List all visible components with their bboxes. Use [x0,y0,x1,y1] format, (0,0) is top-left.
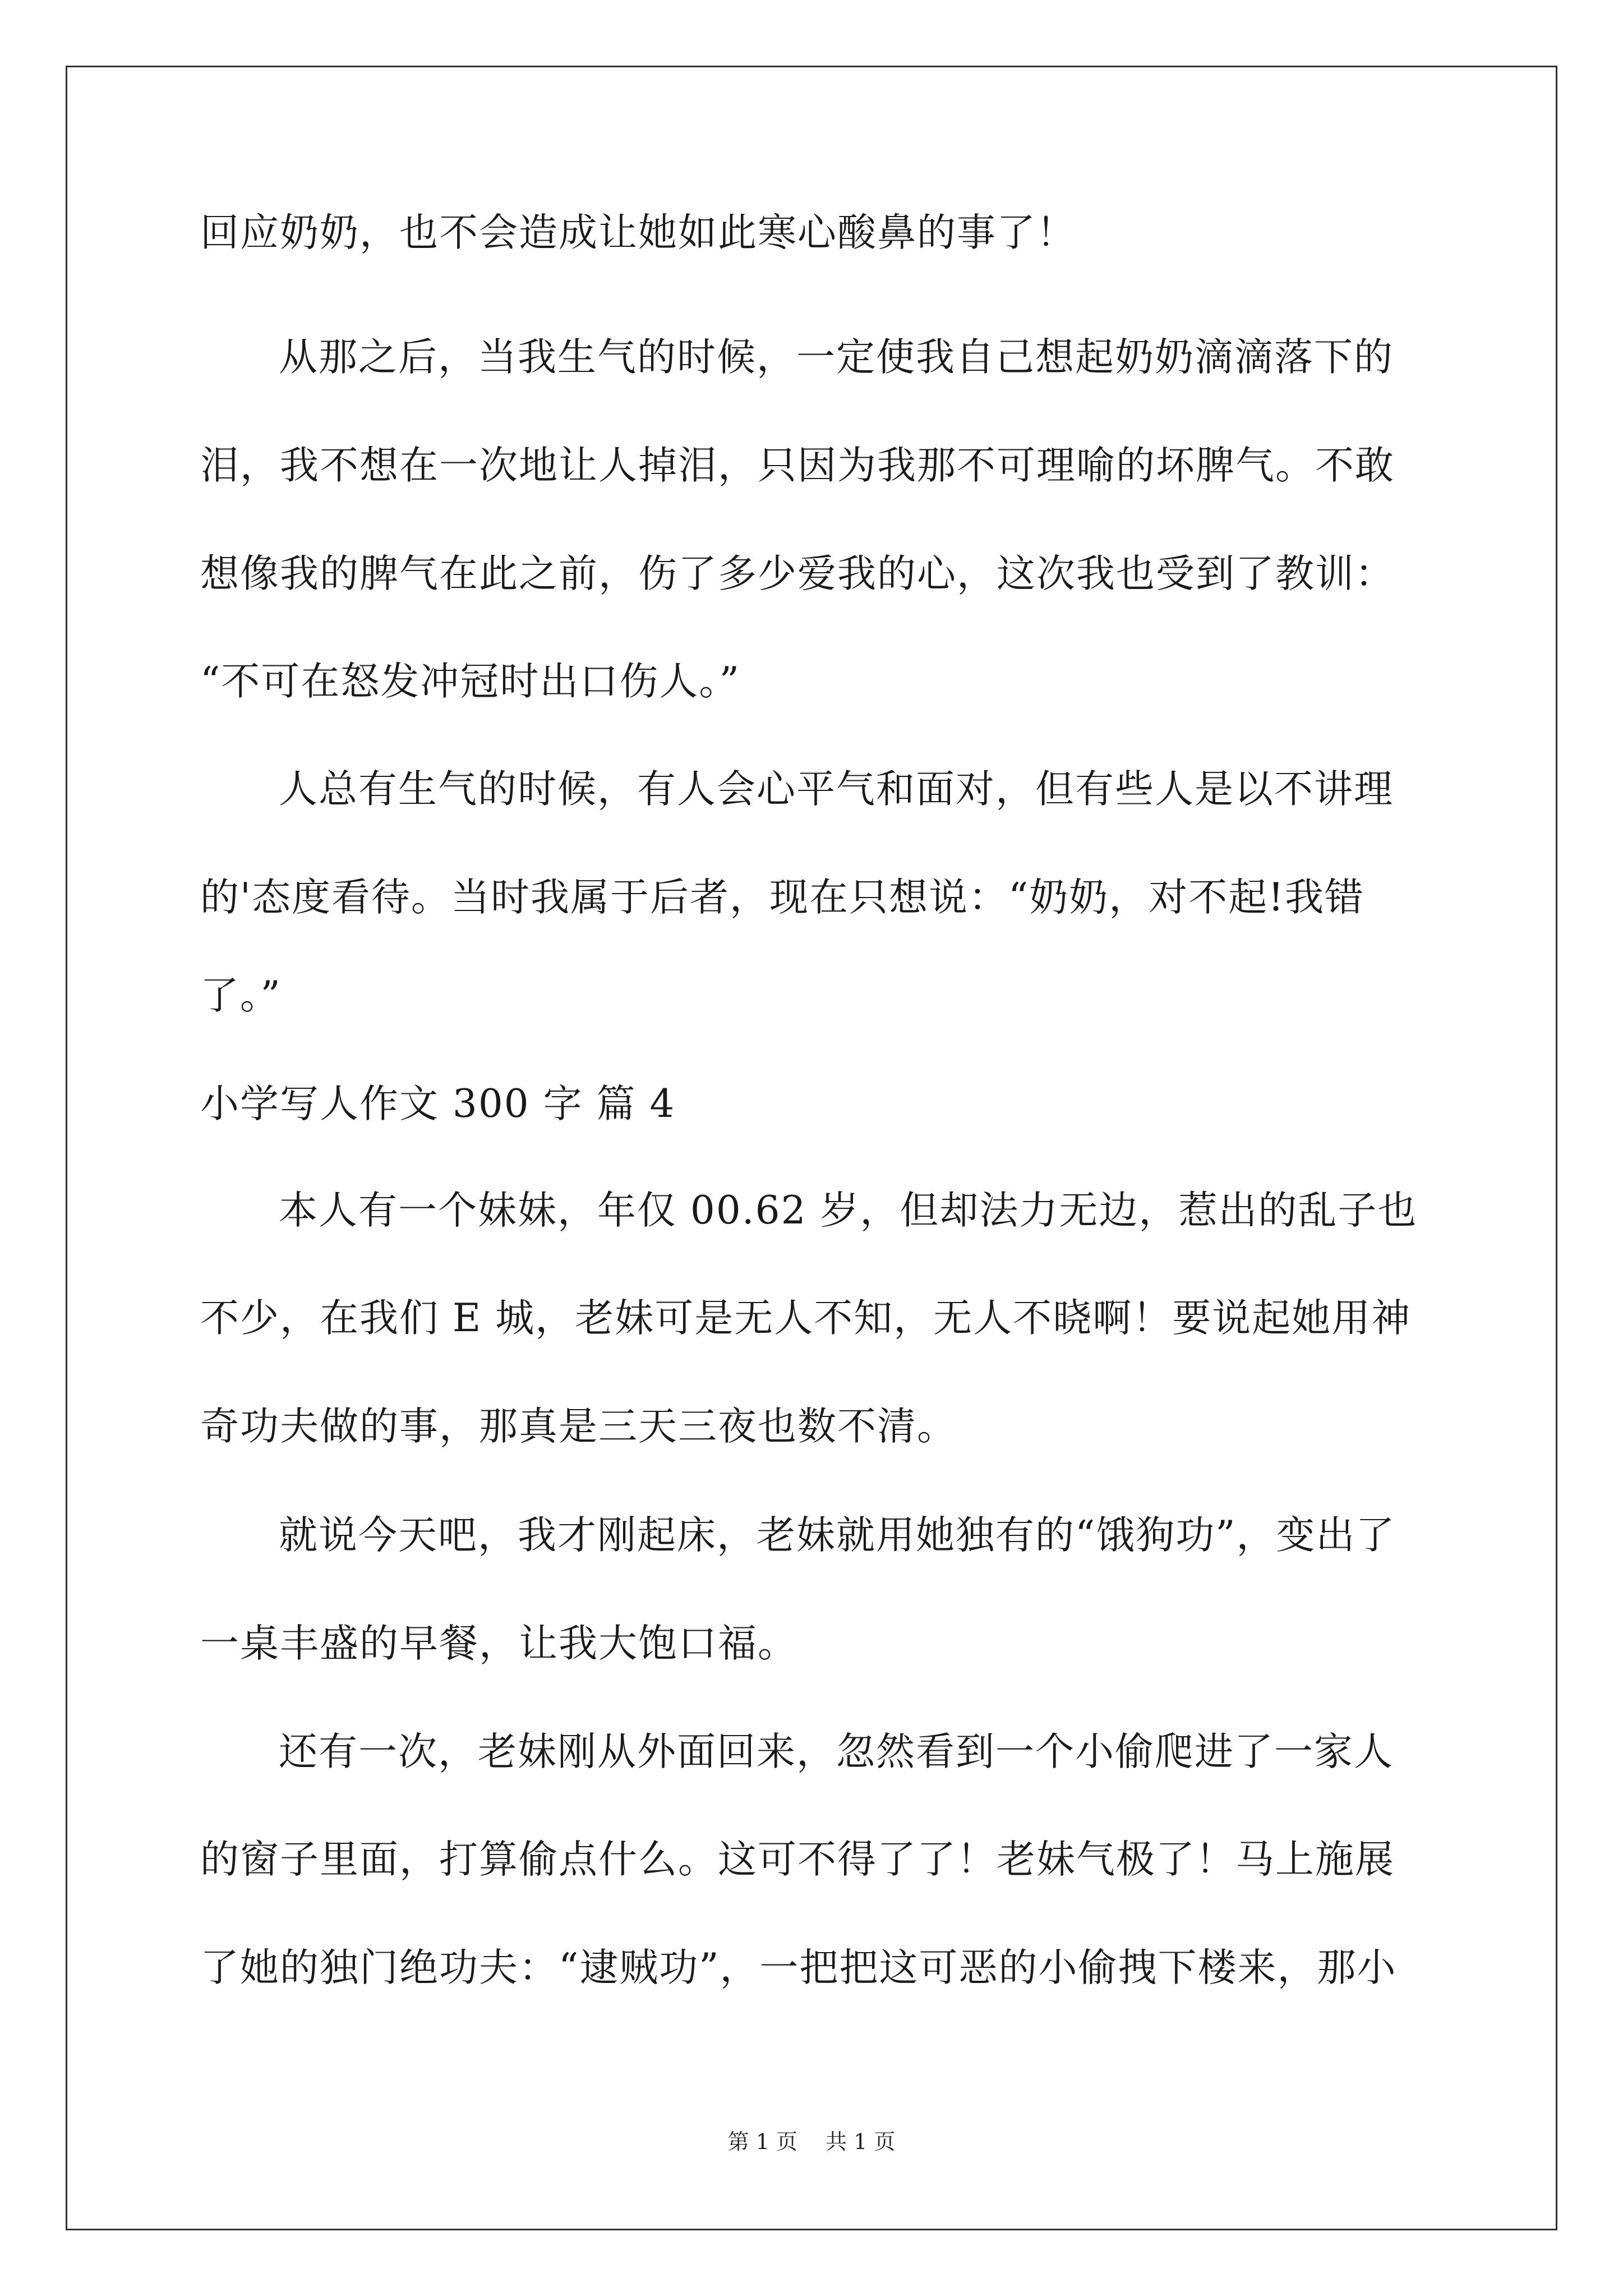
paragraph-line: 从那之后，当我生气的时候，一定使我自己想起奶奶滴滴落下的 [279,335,1394,380]
page-footer [0,2128,1623,2156]
paragraph-line: 还有一次，老妹刚从外面回来，忽然看到一个小偷爬进了一家人 [279,1729,1394,1774]
paragraph-line: 的'态度看待。当时我属于后者，现在只想说：“奶奶，对不起!我错 [200,875,1364,920]
paragraph-line: “不可在怒发冲冠时出口伤人。” [200,659,741,704]
paragraph-line: 本人有一个妹妹，年仅 00.62 岁，但却法力无边，惹出的乱子也 [279,1188,1418,1233]
paragraph-line: 奇功夫做的事，那真是三天三夜也数不清。 [200,1404,957,1449]
paragraph-line: 了她的独门绝功夫：“逮贼功”，一把把这可恶的小偷拽下楼来，那小 [200,1945,1397,1990]
paragraph-line: 就说今天吧，我才刚起床，老妹就用她独有的“饿狗功”，变出了 [279,1513,1396,1558]
paragraph-line: 想像我的脾气在此之前，伤了多少爱我的心，这次我也受到了教训： [200,551,1395,596]
page-number: 第 1 页 [727,2129,797,2154]
section-heading: 小学写人作文 300 字 篇 4 [200,1082,676,1126]
paragraph-line: 泪，我不想在一次地让人掉泪，只因为我那不可理喻的坏脾气。不敢 [200,443,1395,488]
paragraph-line: 一桌丰盛的早餐，让我大饱口福。 [200,1621,797,1666]
page-total: 共 1 页 [826,2129,896,2154]
page-border [66,66,1557,2230]
paragraph-line: 不少，在我们 E 城，老妹可是无人不知，无人不晓啊！要说起她用神 [200,1296,1412,1341]
paragraph-line: 的窗子里面，打算偷点什么。这可不得了了！老妹气极了！马上施展 [200,1837,1395,1882]
paragraph-line: 了。” [200,973,282,1018]
paragraph-line: 人总有生气的时候，有人会心平气和面对，但有些人是以不讲理 [279,767,1394,812]
paragraph-line: 回应奶奶，也不会造成让她如此寒心酸鼻的事了！ [200,210,1076,255]
